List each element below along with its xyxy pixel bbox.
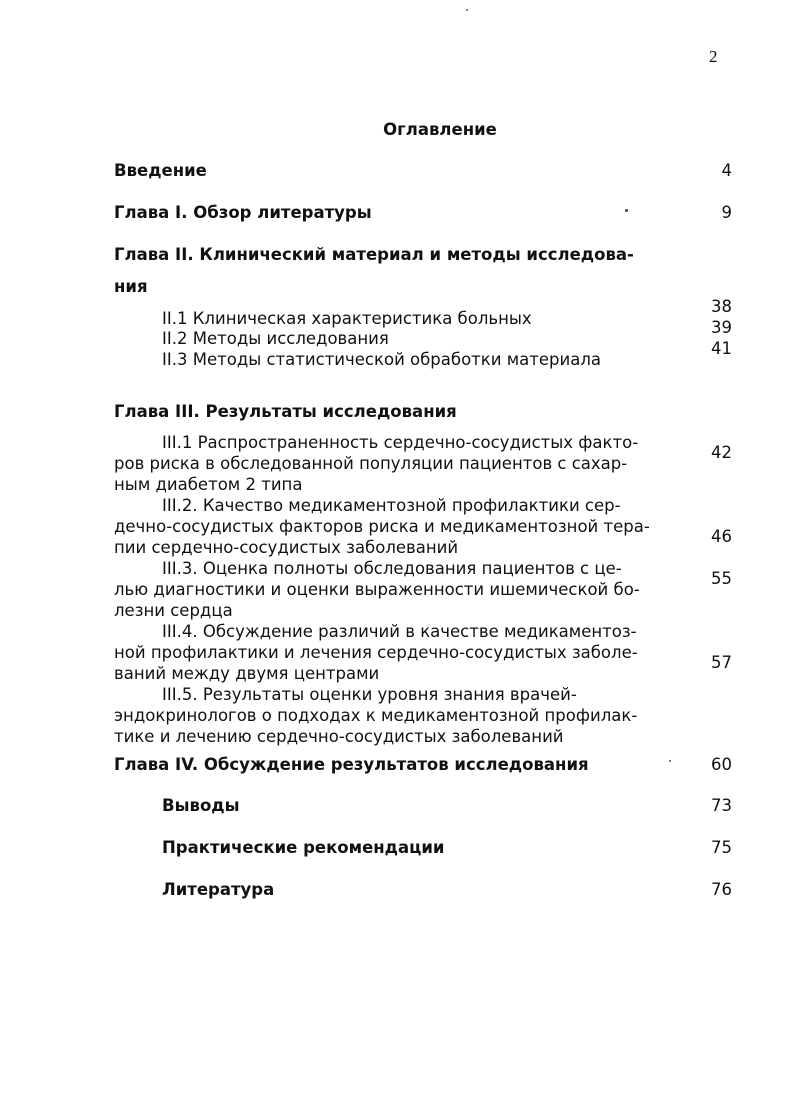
toc-intro-page: 4 xyxy=(721,161,732,180)
toc-ch3-item-1-line-2: ров риска в обследованной популяции пациентов с сахар- xyxy=(114,454,628,473)
toc-ch3-item-5-line-3: тике и лечению сердечно-сосудистых заболеваний xyxy=(114,727,564,746)
toc-ch2-item-3: II.3 Методы статистической обработки материала xyxy=(162,350,601,369)
toc-ch3-item-2-line-1: III.2. Качество медикаментозной профилактики сер- xyxy=(162,496,621,515)
toc-ch3-item-1-line-1: III.1 Распространенность сердечно-сосудистых факто- xyxy=(162,433,639,452)
toc-ch3-item-1-line-3: ным диабетом 2 типа xyxy=(114,475,303,494)
toc-ch3-item-1-page: 42 xyxy=(711,443,732,462)
toc-ch2-label-line1: Глава II. Клинический материал и методы исследова- xyxy=(114,245,634,264)
toc-ch3-item-5-line-1: III.5. Результаты оценки уровня знания врачей- xyxy=(162,685,577,704)
toc-ch3-item-3-page: 55 xyxy=(711,569,732,588)
toc-title: Оглавление xyxy=(383,120,497,139)
toc-ch2-item-1-page: 38 xyxy=(711,297,732,316)
toc-recommendations-label: Практические рекомендации xyxy=(162,838,445,857)
toc-ch1-page: 9 xyxy=(721,203,732,222)
toc-ch4-label: Глава IV. Обсуждение результатов исследования xyxy=(114,755,589,774)
toc-intro-label: Введение xyxy=(114,161,207,180)
toc-ch2-label-line2: ния xyxy=(114,277,148,296)
toc-references-page: 76 xyxy=(711,880,732,899)
toc-ch2-item-1: II.1 Клиническая характеристика больных xyxy=(162,309,532,328)
toc-ch3-item-3-line-1: III.3. Оценка полноты обследования пациентов с це- xyxy=(162,559,622,578)
toc-ch3-item-2-page: 46 xyxy=(711,527,732,546)
scan-speck xyxy=(625,209,628,212)
toc-ch3-item-4-page: 57 xyxy=(711,653,732,672)
toc-recommendations-page: 75 xyxy=(711,838,732,857)
toc-ch2-item-3-page: 41 xyxy=(711,339,732,358)
toc-ch3-item-3-line-2: лью диагностики и оценки выраженности ишемической бо- xyxy=(114,580,640,599)
toc-ch3-item-4-line-1: III.4. Обсуждение различий в качестве медикаментоз- xyxy=(162,622,637,641)
toc-ch3-item-5-line-2: эндокринологов о подходах к медикаментозной профилак- xyxy=(114,706,638,725)
toc-ch2-item-2: II.2 Методы исследования xyxy=(162,329,389,348)
toc-ch3-item-3-line-3: лезни сердца xyxy=(114,601,233,620)
toc-conclusions-label: Выводы xyxy=(162,796,240,815)
toc-ch2-item-2-page: 39 xyxy=(711,318,732,337)
toc-references-label: Литература xyxy=(162,880,275,899)
toc-ch4-page: 60 xyxy=(711,755,732,774)
toc-ch3-item-4-line-3: ваний между двумя центрами xyxy=(114,664,380,683)
toc-conclusions-page: 73 xyxy=(711,796,732,815)
scan-speck xyxy=(669,760,671,762)
toc-ch3-label: Глава III. Результаты исследования xyxy=(114,402,457,421)
toc-ch3-item-2-line-2: дечно-сосудистых факторов риска и медикаментозной тера- xyxy=(114,517,650,536)
toc-ch1-label: Глава I. Обзор литературы xyxy=(114,203,372,222)
scan-speck xyxy=(466,9,468,11)
toc-ch3-item-4-line-2: ной профилактики и лечения сердечно-сосудистых заболе- xyxy=(114,643,638,662)
page-number: 2 xyxy=(709,47,718,66)
toc-ch3-item-2-line-3: пии сердечно-сосудистых заболеваний xyxy=(114,538,459,557)
